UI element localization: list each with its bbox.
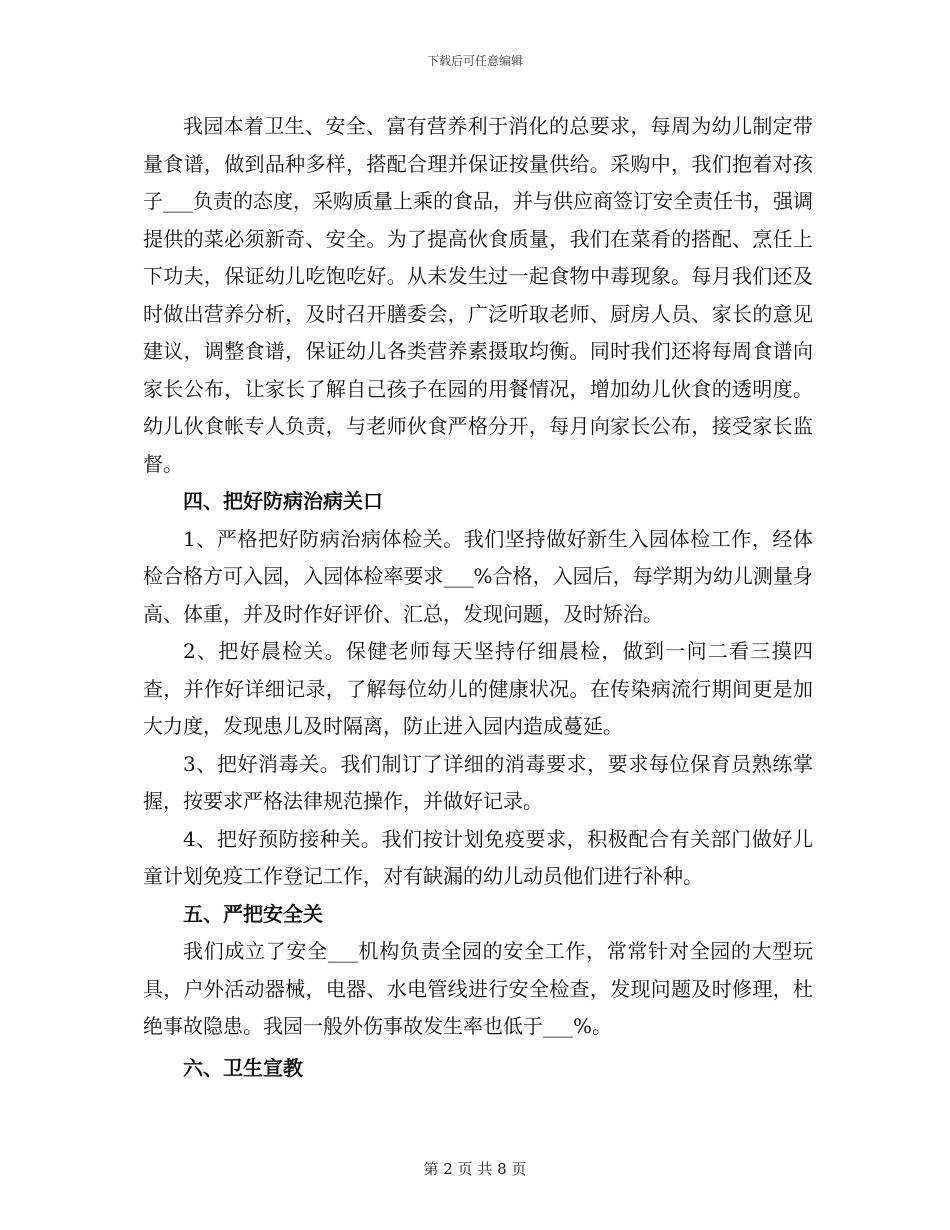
document-body — [143, 108, 813, 1091]
paragraph-vaccination: 4、把好预防接种关。我们按计划免疫要求，积极配合有关部门做好儿童计划免疫工作登记工作，对有缺漏的幼儿动员他们进行补种。 — [143, 826, 813, 888]
paragraph-nutrition: 我园本着卫生、安全、富有营养利于消化的总要求，每周为幼儿制定带量食谱，做到品种多样，搭配合理并保证按量供给。采购中，我们抱着对孩子___负责的态度，采购质量上乘的食品，并与供应商签订安全责任书，强调提供的菜必须新奇、安全。为了提高伙食质量，我们在菜肴的搭配、烹任上下功夫，保证幼儿吃饱吃好。从未发生过一起食物中毒现象。每月我们还及时做出营养分析，及时召开膳委会，广泛听取老师、厨房人员、家长的意见建议，调整食谱，保证幼儿各类营养素摄取均衡。同时我们还将每周食谱向家长公布，让家长了解自己孩子在园的用餐情况，增加幼儿伙食的透明度。幼儿伙食帐专人负责，与老师伙食严格分开，每月向家长公布，接受家长监督。 — [143, 114, 813, 476]
section-heading-4: 四、把好防病治病关口 — [183, 489, 383, 513]
header-note: 下载后可任意编辑 — [426, 54, 523, 68]
section-heading-5: 五、严把安全关 — [183, 901, 323, 926]
paragraph-morning-check: 2、把好晨检关。保健老师每天坚持仔细晨检，做到一问二看三摸四查，并作好详细记录，了解每位幼儿的健康状况。在传染病流行期间更是加大力度，发现患儿及时隔离，防止进入园内造成蔓延。 — [143, 639, 813, 738]
paragraph-safety: 我们成立了安全___机构负责全园的安全工作，常常针对全园的大型玩具，户外活动器械，电器、水电管线进行安全检查，发现问题及时修理，杜绝事故隐患。我园一般外伤事故发生率也低于___%。 — [143, 939, 813, 1038]
paragraph-health-check: 1、严格把好防病治病体检关。我们坚持做好新生入园体检工作，经体检合格方可入园，入园体检率要求___%合格，入园后，每学期为幼儿测量身高、体重，并及时作好评价、汇总，发现问题，及时矫治。 — [143, 526, 813, 626]
page-number: 第 2 页 共 8 页 — [423, 1160, 527, 1178]
section-heading-6: 六、卫生宣教 — [183, 1055, 303, 1080]
paragraph-disinfection: 3、把好消毒关。我们制订了详细的消毒要求，要求每位保育员熟练掌握，按要求严格法律规范操作，并做好记录。 — [143, 751, 813, 813]
